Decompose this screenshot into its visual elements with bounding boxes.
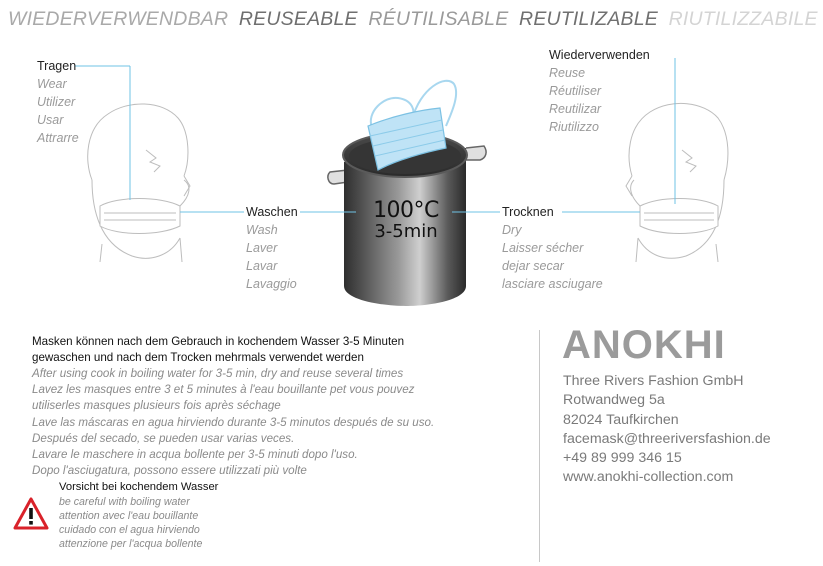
step-wear (37, 57, 79, 147)
step-dry-es: dejar secar (502, 259, 564, 273)
warning (59, 480, 218, 551)
company-name: Three Rivers Fashion GmbH (563, 373, 744, 389)
description-line: Lave las máscaras en agua hirviendo durante 3-5 minutos después de su uso. (32, 415, 435, 429)
step-reuse-label: Wiederverwenden (549, 48, 650, 62)
pot-duration: 3-5min (374, 221, 438, 242)
description (32, 334, 512, 479)
boiling-pot-icon (328, 81, 486, 306)
step-dry (502, 203, 603, 293)
step-wash-en: Wash (246, 223, 278, 237)
step-wear-label: Tragen (37, 59, 77, 73)
description-line: Lavez les masques entre 3 et 5 minutes à l'eau bouillante pet vous pouvez (32, 383, 415, 397)
title-de: WIEDERVERWENDBAR (8, 8, 229, 30)
description-de-2: gewaschen und nach dem Trocken mehrmals verwendet werden (32, 351, 364, 364)
brand-logo: ANOKHI (562, 323, 726, 367)
pot-label (356, 199, 456, 241)
description-line: Dopo l'asciugatura, possono essere utilizzati più volte (32, 464, 307, 478)
description-line: Lavare le maschere in acqua bollente per 3-5 minuti dopo l'uso. (32, 448, 358, 462)
email: facemask@threeriversfashion.de (563, 430, 771, 447)
step-wear-fr: Utilizer (37, 95, 76, 109)
divider (539, 330, 540, 562)
warning-triangle-icon (12, 496, 50, 532)
description-line: Después del secado, se pueden usar varias veces. (32, 431, 295, 445)
step-wear-en: Wear (37, 77, 67, 91)
website: www.anokhi-collection.com (563, 469, 734, 486)
city: 82024 Taufkirchen (563, 411, 679, 428)
step-wash (246, 203, 298, 293)
step-reuse-es: Reutilizar (549, 102, 602, 116)
description-line: After using cook in boiling water for 3-5 min, dry and reuse several times (32, 367, 404, 380)
warning-line: cuidado con el agua hirviendo (59, 524, 200, 536)
title-fr: RÉUTILISABLE (368, 8, 509, 30)
step-wear-es: Usar (37, 113, 64, 127)
phone: +49 89 999 346 15 (563, 450, 682, 467)
step-reuse-it: Riutilizzo (549, 120, 600, 134)
description-de-1: Masken können nach dem Gebrauch in kochendem Wasser 3-5 Minuten (32, 335, 405, 348)
step-dry-fr: Laisser sécher (502, 241, 584, 255)
warning-main: Vorsicht bei kochendem Wasser (59, 481, 219, 493)
step-dry-it: lasciare asciugare (502, 277, 603, 291)
step-dry-label: Trocknen (502, 205, 554, 219)
step-wash-es: Lavar (246, 259, 278, 273)
street: Rotwandweg 5a (563, 392, 665, 409)
step-wear-it: Attrarre (37, 131, 79, 145)
description-line: utiliserles masques plusieurs fois après séchage (32, 399, 281, 413)
title-es: REUTILIZABLE (519, 8, 658, 30)
step-wash-fr: Laver (246, 241, 278, 255)
step-dry-en: Dry (502, 223, 522, 237)
brand-address (563, 372, 771, 488)
warning-line: be careful with boiling water (59, 496, 190, 508)
step-wash-label: Waschen (246, 205, 298, 219)
step-reuse-fr: Réutiliser (549, 84, 602, 98)
step-reuse-en: Reuse (549, 66, 586, 80)
step-wash-it: Lavaggio (246, 277, 297, 291)
title-en: REUSEABLE (238, 8, 358, 30)
title-it: RIUTILIZZABILE (668, 8, 818, 30)
head-left-icon (88, 104, 190, 262)
warning-line: attenzione per l'acqua bollente (59, 538, 203, 550)
step-reuse (549, 46, 650, 136)
pot-temperature: 100°C (373, 198, 439, 223)
warning-line: attention avec l'eau bouillante (59, 510, 199, 522)
